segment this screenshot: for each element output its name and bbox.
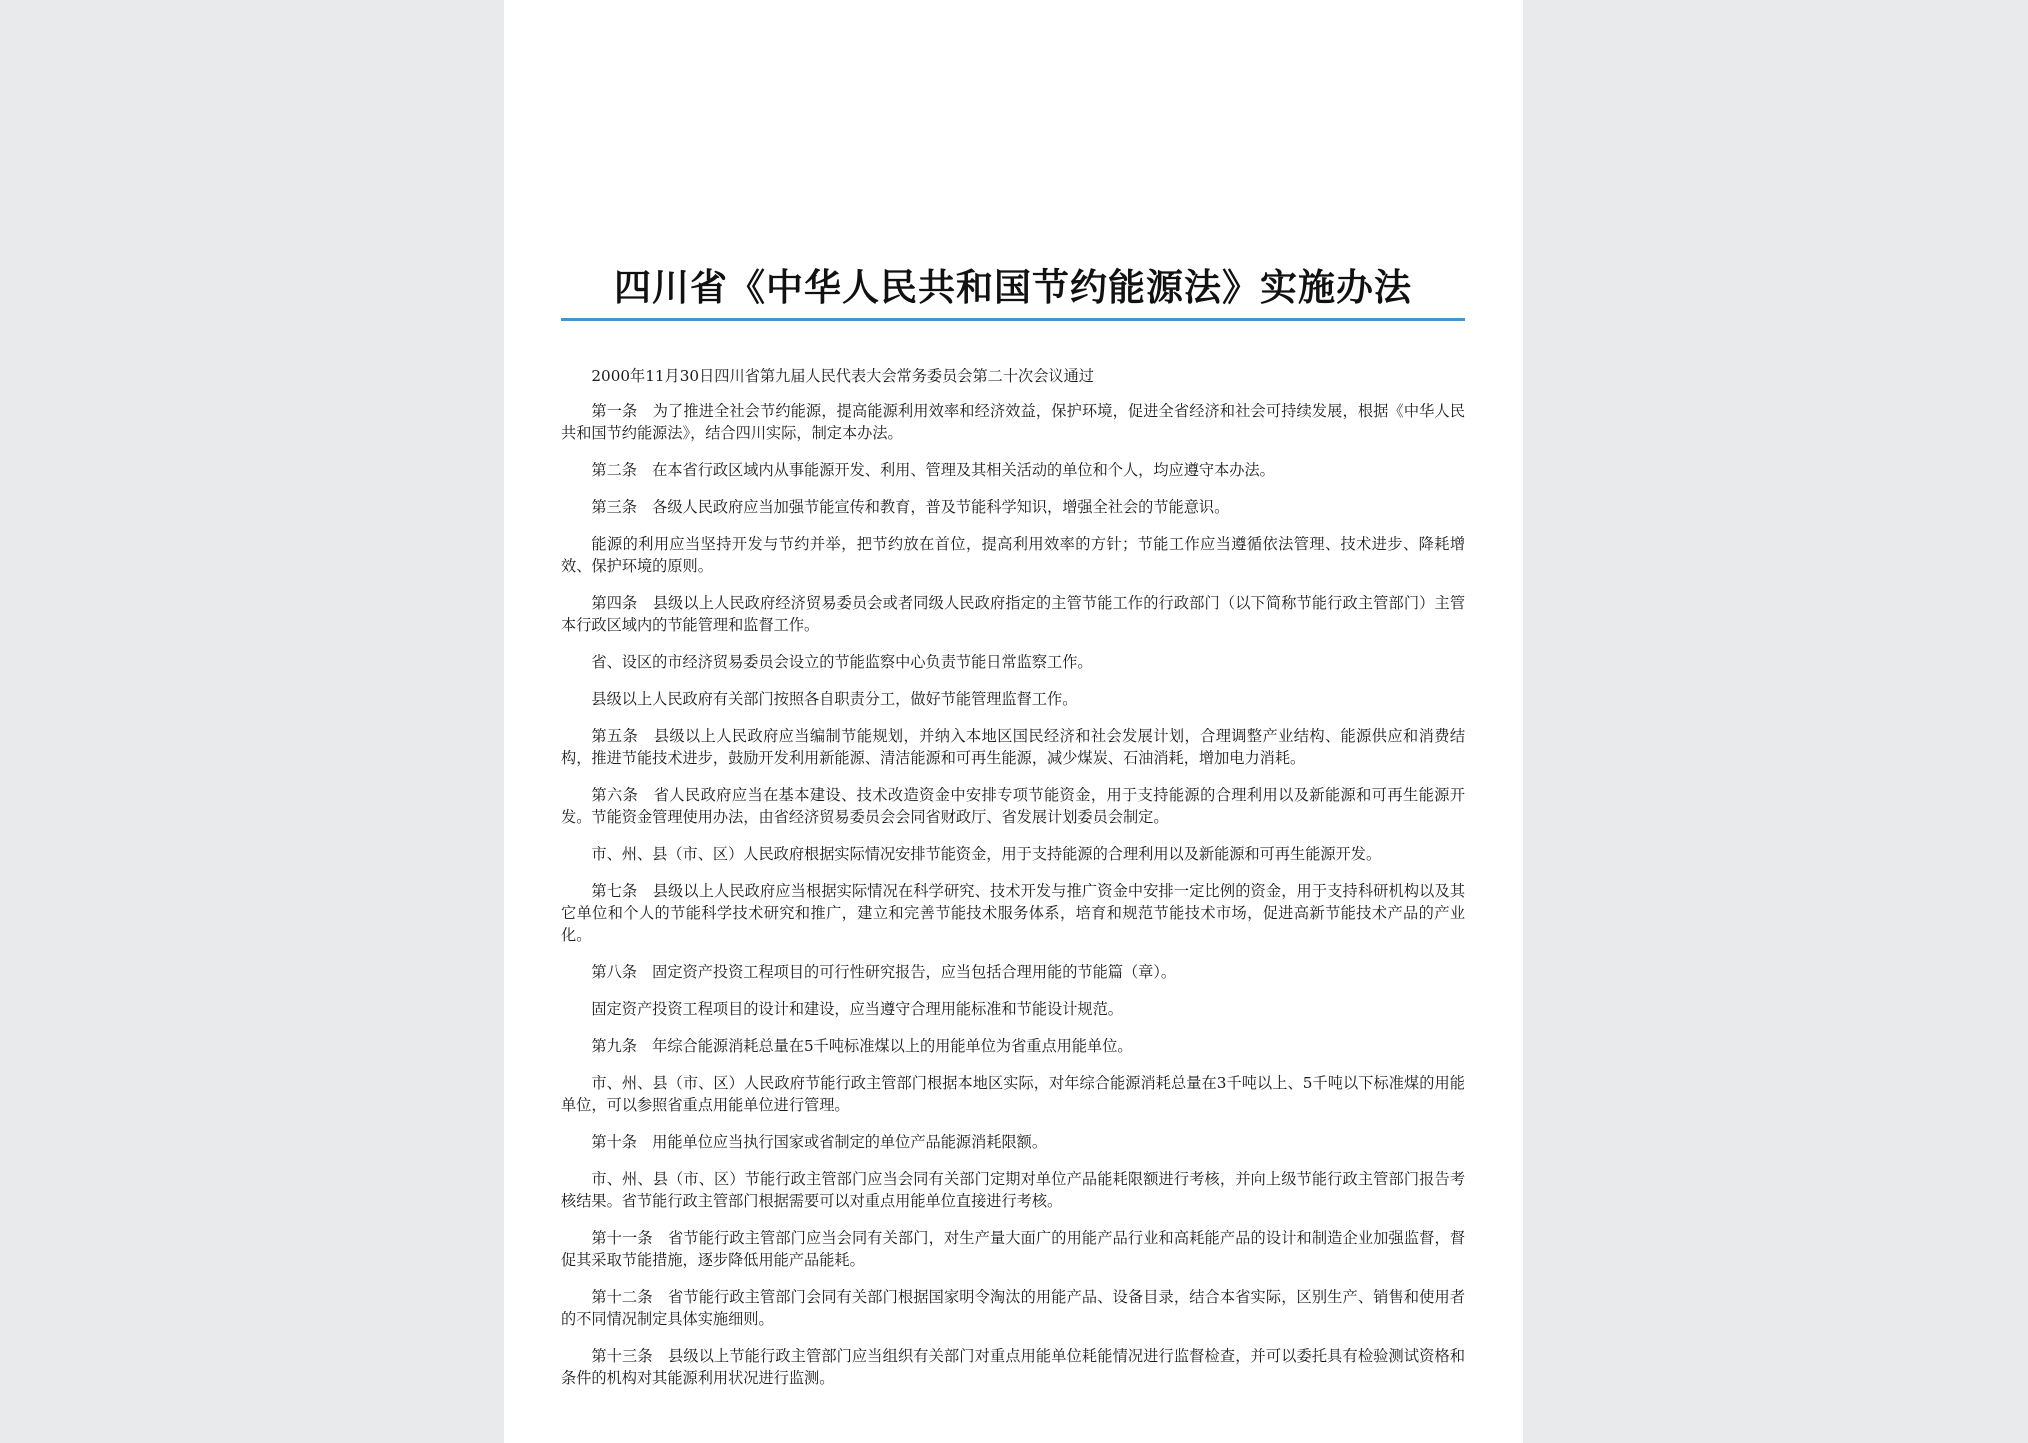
article-paragraph: 第五条 县级以上人民政府应当编制节能规划，并纳入本地区国民经济和社会发展计划，合理调整产业结构、能源供应和消费结构，推进节能技术进步，鼓励开发利用新能源、清洁能源和可再生能源，减少煤炭、石油消耗，增加电力消耗。 xyxy=(561,727,1465,767)
article-paragraph: 市、州、县（市、区）节能行政主管部门应当会同有关部门定期对单位产品能耗限额进行考核，并向上级节能行政主管部门报告考核结果。省节能行政主管部门根据需要可以对重点用能单位直接进行考核。 xyxy=(561,1170,1465,1210)
article-paragraph: 第六条 省人民政府应当在基本建设、技术改造资金中安排专项节能资金，用于支持能源的合理利用以及新能源和可再生能源开发。节能资金管理使用办法，由省经济贸易委员会会同省财政厅、省发展计划委员会制定。 xyxy=(561,786,1465,826)
article-paragraph: 第二条 在本省行政区域内从事能源开发、利用、管理及其相关活动的单位和个人，均应遵守本办法。 xyxy=(591,461,1275,479)
article-paragraph: 第三条 各级人民政府应当加强节能宣传和教育，普及节能科学知识，增强全社会的节能意识。 xyxy=(591,498,1230,516)
article-paragraph: 省、设区的市经济贸易委员会设立的节能监察中心负责节能日常监察工作。 xyxy=(591,653,1093,671)
article-paragraph: 能源的利用应当坚持开发与节约并举，把节约放在首位，提高利用效率的方针；节能工作应当遵循依法管理、技术进步、降耗增效、保护环境的原则。 xyxy=(561,535,1465,575)
article-paragraph: 市、州、县（市、区）人民政府根据实际情况安排节能资金，用于支持能源的合理利用以及新能源和可再生能源开发。 xyxy=(591,845,1382,863)
title-underline xyxy=(561,318,1465,321)
article-paragraph: 第九条 年综合能源消耗总量在5千吨标准煤以上的用能单位为省重点用能单位。 xyxy=(591,1037,1133,1055)
document-body xyxy=(561,365,1465,1389)
document-title: 四川省《中华人民共和国节约能源法》实施办法 xyxy=(614,265,1412,309)
article-paragraph: 第十三条 县级以上节能行政主管部门应当组织有关部门对重点用能单位耗能情况进行监督检查，并可以委托具有检验测试资格和条件的机构对其能源利用状况进行监测。 xyxy=(561,1347,1465,1387)
article-paragraph: 第四条 县级以上人民政府经济贸易委员会或者同级人民政府指定的主管节能工作的行政部门（以下简称节能行政主管部门）主管本行政区域内的节能管理和监督工作。 xyxy=(561,594,1465,634)
article-paragraph: 第十条 用能单位应当执行国家或省制定的单位产品能源消耗限额。 xyxy=(591,1133,1048,1151)
article-paragraph: 第十一条 省节能行政主管部门应当会同有关部门，对生产量大面广的用能产品行业和高耗能产品的设计和制造企业加强监督，督促其采取节能措施，逐步降低用能产品能耗。 xyxy=(561,1229,1465,1269)
article-paragraph: 第十二条 省节能行政主管部门会同有关部门根据国家明令淘汰的用能产品、设备目录，结合本省实际，区别生产、销售和使用者的不同情况制定具体实施细则。 xyxy=(561,1288,1465,1328)
article-paragraph: 固定资产投资工程项目的设计和建设，应当遵守合理用能标准和节能设计规范。 xyxy=(591,1000,1123,1018)
article-paragraph: 第一条 为了推进全社会节约能源，提高能源利用效率和经济效益，保护环境，促进全省经济和社会可持续发展，根据《中华人民共和国节约能源法》，结合四川实际，制定本办法。 xyxy=(561,402,1465,442)
adoption-note: 2000年11月30日四川省第九届人民代表大会常务委员会第二十次会议通过 xyxy=(591,367,1094,385)
document-page xyxy=(504,0,1523,1443)
article-paragraph: 第七条 县级以上人民政府应当根据实际情况在科学研究、技术开发与推广资金中安排一定比例的资金，用于支持科研机构以及其它单位和个人的节能科学技术研究和推广，建立和完善节能技术服务体系，培育和规范节能技术市场，促进高新节能技术产品的产业化。 xyxy=(561,882,1465,944)
article-paragraph: 第八条 固定资产投资工程项目的可行性研究报告，应当包括合理用能的节能篇（章）。 xyxy=(591,963,1177,981)
article-paragraph: 市、州、县（市、区）人民政府节能行政主管部门根据本地区实际，对年综合能源消耗总量在3千吨以上、5千吨以下标准煤的用能单位，可以参照省重点用能单位进行管理。 xyxy=(561,1074,1465,1114)
article-paragraph: 县级以上人民政府有关部门按照各自职责分工，做好节能管理监督工作。 xyxy=(591,690,1078,708)
